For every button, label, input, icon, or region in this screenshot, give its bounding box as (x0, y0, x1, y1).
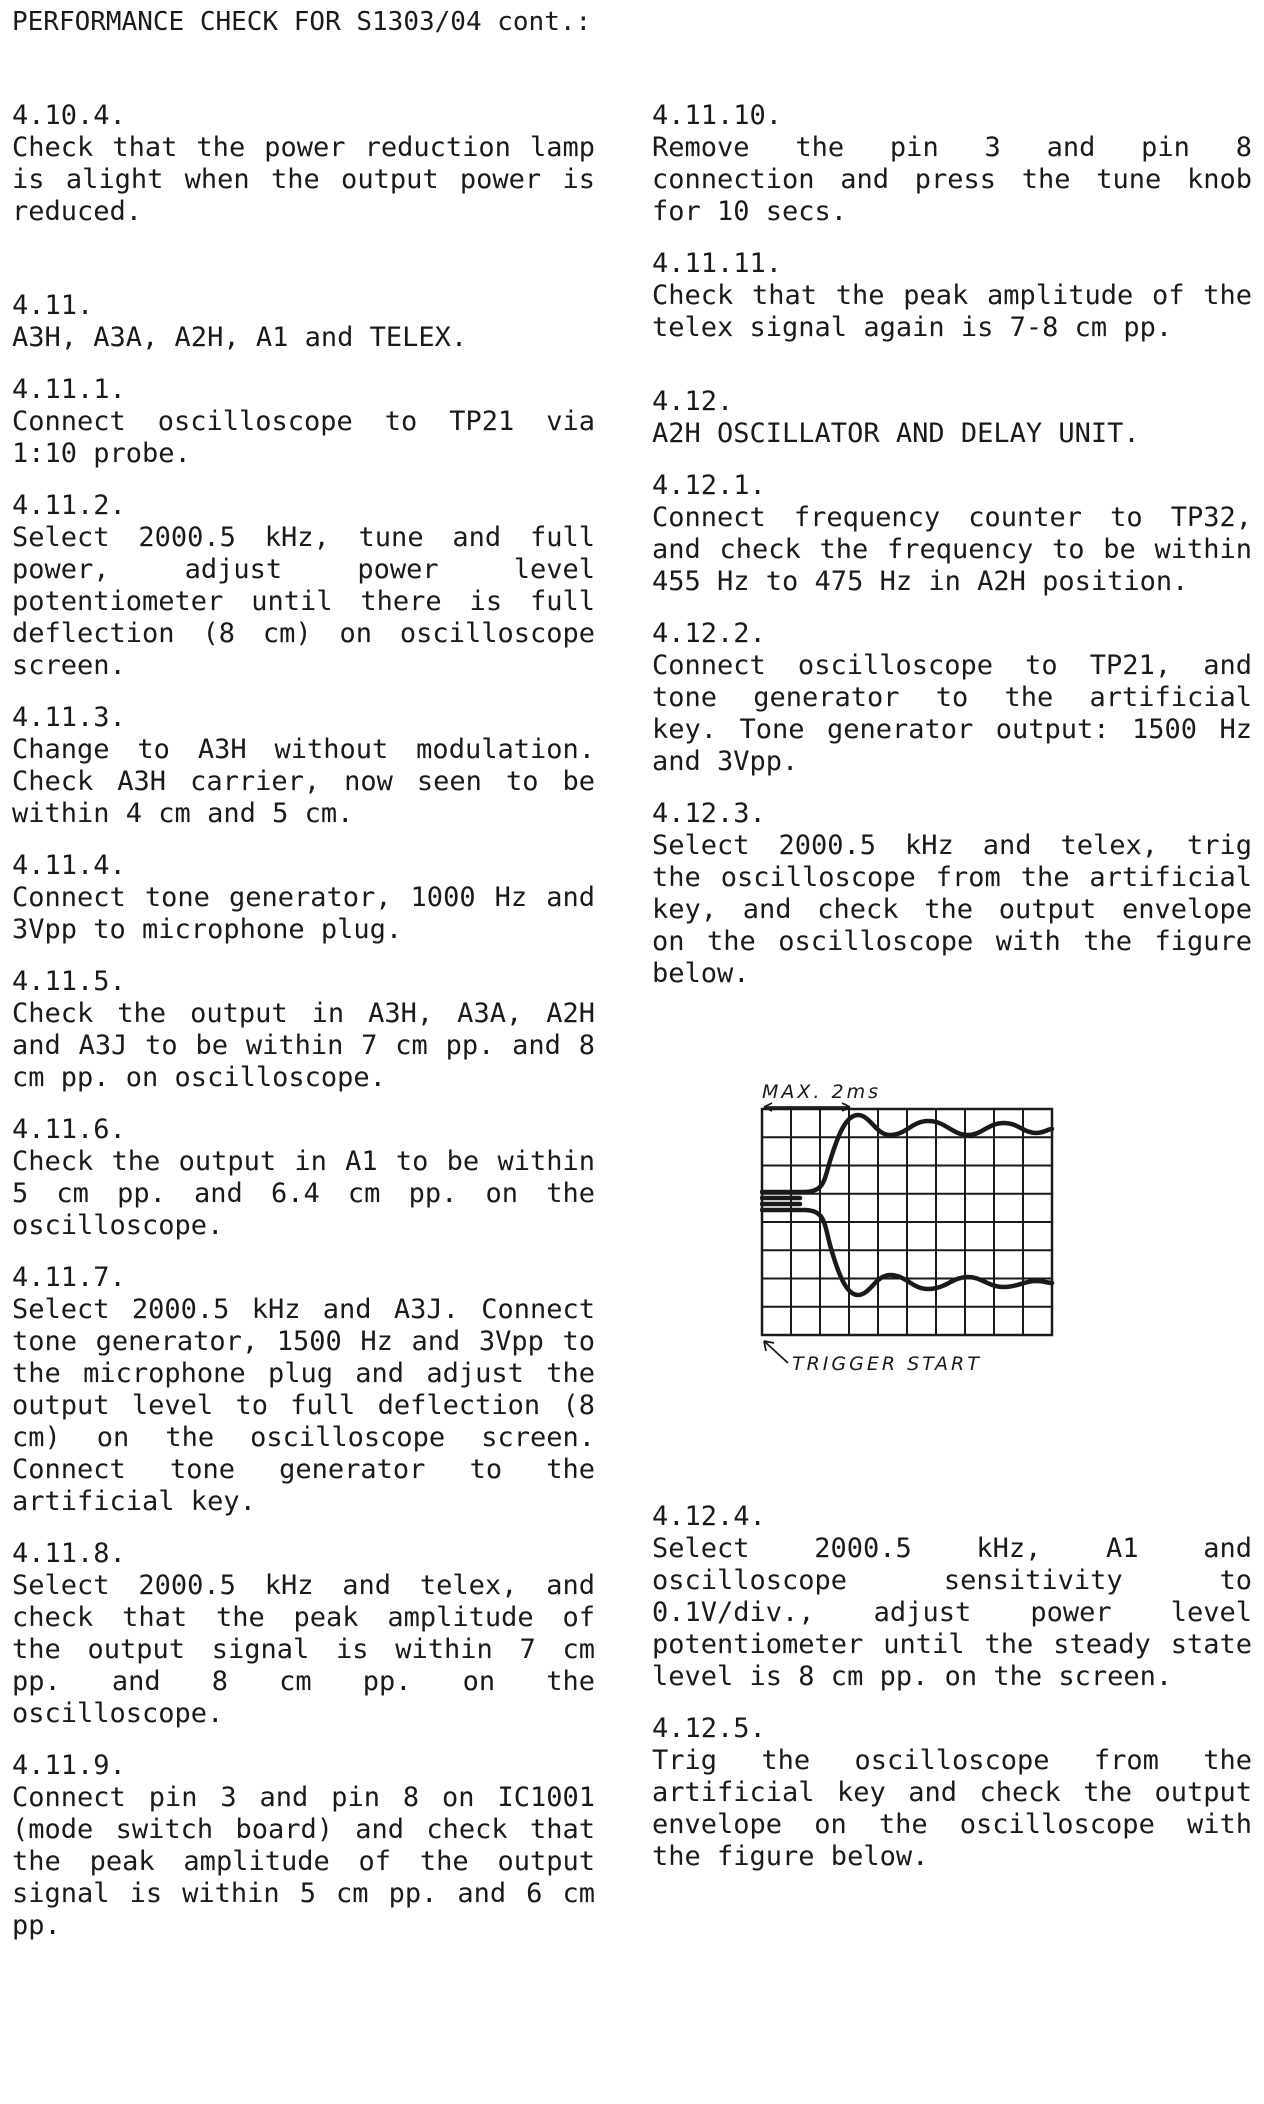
section-number: 4.12.5. (652, 1713, 766, 1744)
section-number: 4.12.1. (652, 470, 766, 501)
trigger-start-label: TRIGGER START (792, 1353, 982, 1375)
section-text: Connect frequency counter to TP32, and check the frequency to be within 455 Hz to 475 Hz in A2H position. (652, 502, 1252, 597)
section-number: 4.11.4. (12, 850, 126, 881)
section-number: 4.12.2. (652, 618, 766, 649)
max-duration-label: MAX. 2ms (762, 1081, 881, 1103)
section-number: 4.11.11. (652, 248, 783, 279)
section-4-11-8 (12, 1538, 595, 1730)
section-4-11-7 (12, 1262, 595, 1518)
section-4-11-11 (652, 248, 1252, 344)
section-4-11-1 (12, 374, 595, 470)
section-text: Check the output in A3H, A3A, A2H and A3J to be within 7 cm pp. and 8 cm pp. on oscilloscope. (12, 998, 595, 1093)
section-4-12-2 (652, 618, 1252, 778)
section-number: 4.11.6. (12, 1114, 126, 1145)
section-4-11-2 (12, 490, 595, 682)
trigger-start-arrow (764, 1341, 788, 1363)
section-heading: A3H, A3A, A2H, A1 and TELEX. (12, 322, 468, 353)
page-title: PERFORMANCE CHECK FOR S1303/04 cont.: (12, 7, 592, 37)
section-number: 4.11.7. (12, 1262, 126, 1293)
section-text: Check the output in A1 to be within 5 cm pp. and 6.4 cm pp. on the oscilloscope. (12, 1146, 595, 1241)
section-number: 4.11.9. (12, 1750, 126, 1781)
section-number: 4.10.4. (12, 100, 126, 131)
section-4-11-10 (652, 100, 1252, 228)
section-4-11-9 (12, 1750, 595, 1942)
section-text: Check that the peak amplitude of the telex signal again is 7-8 cm pp. (652, 280, 1252, 343)
section-number: 4.11.1. (12, 374, 126, 405)
section-text: Change to A3H without modulation. Check A3H carrier, now seen to be within 4 cm and 5 cm. (12, 734, 595, 829)
section-4-12-4 (652, 1501, 1252, 1693)
section-4-11-6 (12, 1114, 595, 1242)
section-number: 4.11. (12, 290, 94, 321)
section-number: 4.11.2. (12, 490, 126, 521)
section-number: 4.11.10. (652, 100, 783, 131)
section-4-12-3 (652, 798, 1252, 990)
section-4-12-1 (652, 470, 1252, 598)
left-column (12, 100, 595, 1942)
section-text: Check that the power reduction lamp is alight when the output power is reduced. (12, 132, 595, 227)
section-text: Connect oscilloscope to TP21 via 1:10 probe. (12, 406, 595, 469)
section-text: Select 2000.5 kHz, tune and full power, adjust power level potentiometer until there is full deflection (8 cm) on oscilloscope screen. (12, 522, 595, 681)
section-number: 4.11.8. (12, 1538, 126, 1569)
section-text: Select 2000.5 kHz, A1 and oscilloscope sensitivity to 0.1V/div., adjust power level potentiometer until the steady state level is 8 cm pp. on the screen. (652, 1533, 1252, 1692)
section-number: 4.11.3. (12, 702, 126, 733)
section-text: Connect oscilloscope to TP21, and tone generator to the artificial key. Tone generator output: 1500 Hz and 3Vpp. (652, 650, 1252, 777)
section-number: 4.12.4. (652, 1501, 766, 1532)
section-text: Connect pin 3 and pin 8 on IC1001 (mode switch board) and check that the peak amplitude of the output signal is within 5 cm pp. and 6 cm pp. (12, 1782, 595, 1941)
section-4-11 (12, 290, 595, 354)
graticule-grid (762, 1109, 1052, 1335)
section-text: Trig the oscilloscope from the artificial key and check the output envelope on the oscilloscope with the figure below. (652, 1745, 1252, 1872)
envelope-figure (760, 1081, 1100, 1425)
section-4-11-5 (12, 966, 595, 1094)
section-number: 4.12.3. (652, 798, 766, 829)
section-number: 4.11.5. (12, 966, 126, 997)
section-4-12-5 (652, 1713, 1252, 1873)
section-heading: A2H OSCILLATOR AND DELAY UNIT. (652, 418, 1140, 449)
section-text: Connect tone generator, 1000 Hz and 3Vpp to microphone plug. (12, 882, 595, 945)
section-text: Remove the pin 3 and pin 8 connection and press the tune knob for 10 secs. (652, 132, 1252, 227)
section-4-10-4 (12, 100, 595, 228)
section-text: Select 2000.5 kHz and telex, trig the oscilloscope from the artificial key, and check the output envelope on the oscilloscope with the figure below. (652, 830, 1252, 989)
section-4-12 (652, 386, 1252, 450)
section-4-11-3 (12, 702, 595, 830)
section-text: Select 2000.5 kHz and telex, and check that the peak amplitude of the output signal is within 7 cm pp. and 8 cm pp. on the oscilloscope. (12, 1570, 595, 1729)
section-4-11-4 (12, 850, 595, 946)
section-number: 4.12. (652, 386, 734, 417)
section-text: Select 2000.5 kHz and A3J. Connect tone generator, 1500 Hz and 3Vpp to the microphone plug and adjust the output level to full deflection (8 cm) on the oscilloscope screen. Connect tone generator to the artificial key. (12, 1294, 595, 1517)
right-column (652, 100, 1252, 1873)
